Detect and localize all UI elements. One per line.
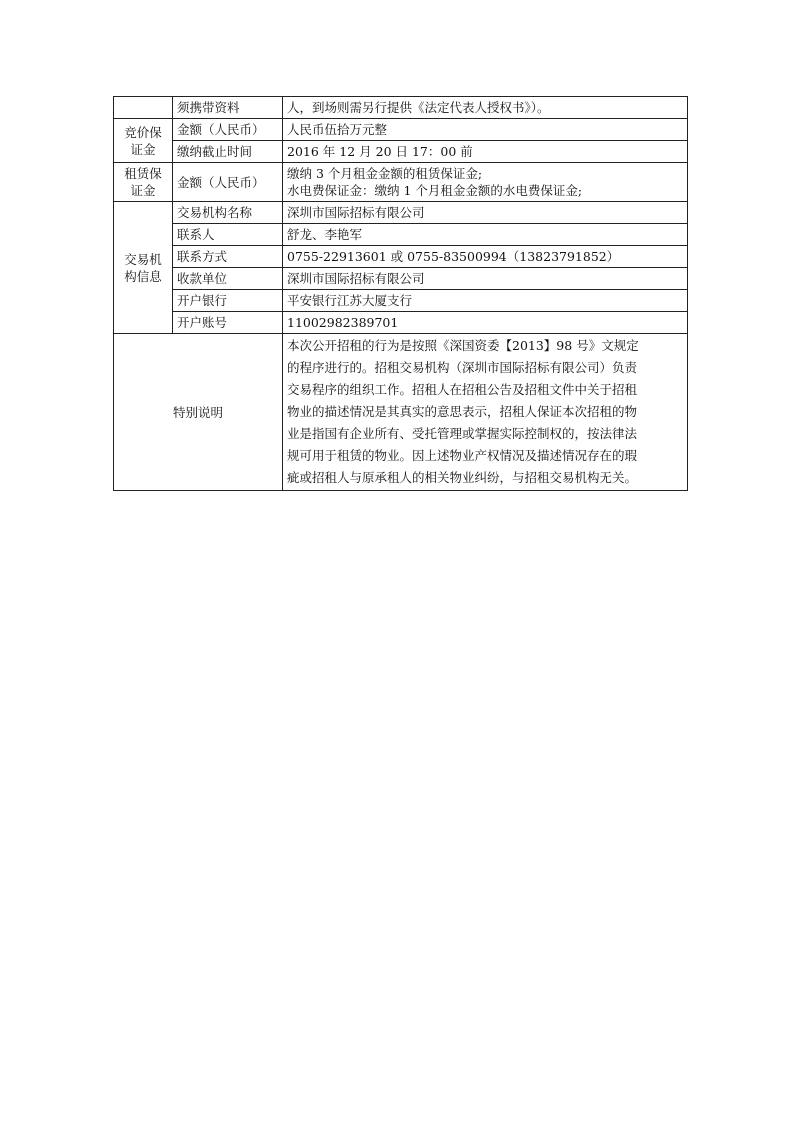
contact-label: 联系人	[173, 224, 283, 246]
lease-deposit-category	[114, 163, 173, 202]
lease-deposit-category-line1: 租赁保	[124, 166, 162, 181]
phone-label: 联系方式	[173, 246, 283, 268]
bid-amount-value: 人民币伍拾万元整	[283, 119, 688, 141]
table-row-bid-deadline	[114, 141, 688, 163]
table-row-bid-amount	[114, 119, 688, 141]
special-text	[283, 334, 688, 491]
table-row-agency-name	[114, 202, 688, 224]
agency-name-value: 深圳市国际招标有限公司	[283, 202, 688, 224]
docs-value: 人，到场则需另行提供《法定代表人授权书》）。	[283, 97, 688, 119]
lease-deposit-category-line2: 证金	[130, 183, 156, 198]
bid-amount-label: 金额（人民币）	[173, 119, 283, 141]
agency-category-line1: 交易机	[124, 251, 162, 267]
phone-value: 0755-22913601 或 0755-83500994（13823791852）	[283, 246, 688, 268]
bank-label: 开户银行	[173, 290, 283, 312]
table-row-payee	[114, 268, 688, 290]
contact-value: 舒龙、李艳军	[283, 224, 688, 246]
table-row-account	[114, 312, 688, 334]
payee-value: 深圳市国际招标有限公司	[283, 268, 688, 290]
table-row-lease-amount	[114, 163, 688, 202]
special-line-4: 物业的描述情况是其真实的意思表示，招租人保证本次招租的物	[287, 404, 638, 419]
lease-amount-line2: 水电费保证金：缴纳 1 个月租金金额的水电费保证金;	[287, 183, 583, 198]
bid-deposit-category	[114, 119, 173, 163]
table-row-docs	[114, 97, 688, 119]
empty-category-cell	[114, 97, 173, 119]
agency-category-line2: 构信息	[124, 268, 162, 284]
special-line-7: 疵或招租人与原承租人的相关物业纠纷，与招租交易机构无关。	[287, 470, 638, 485]
bid-deposit-category-line1: 竞价保	[124, 124, 162, 140]
special-line-6: 规可用于租赁的物业。因上述物业产权情况及描述情况存在的瑕	[287, 448, 638, 463]
special-line-3: 交易程序的组织工作。招租人在招租公告及招租文件中关于招租	[287, 382, 638, 397]
lease-amount-line1: 缴纳 3 个月租金金额的租赁保证金;	[287, 166, 483, 181]
payee-label: 收款单位	[173, 268, 283, 290]
special-line-1: 本次公开招租的行为是按照《深国资委【2013】98 号》文规定	[287, 338, 639, 353]
agency-name-label: 交易机构名称	[173, 202, 283, 224]
special-line-2: 的程序进行的。招租交易机构（深圳市国际招标有限公司）负责	[287, 360, 638, 375]
table-row-bank	[114, 290, 688, 312]
account-label: 开户账号	[173, 312, 283, 334]
docs-label: 须携带资料	[173, 97, 283, 119]
bid-deadline-label: 缴纳截止时间	[173, 141, 283, 163]
agency-category	[114, 202, 173, 334]
bid-deadline-value: 2016 年 12 月 20 日 17：00 前	[283, 141, 688, 163]
lease-amount-label: 金额（人民币）	[173, 163, 283, 202]
table-row-special	[114, 334, 688, 491]
bid-deposit-category-line2: 证金	[130, 141, 156, 157]
special-label: 特别说明	[114, 334, 283, 491]
table-row-phone	[114, 246, 688, 268]
bank-value: 平安银行江苏大厦支行	[283, 290, 688, 312]
lease-info-table	[113, 96, 688, 491]
account-value: 11002982389701	[283, 312, 688, 334]
table-row-contact	[114, 224, 688, 246]
lease-amount-value	[283, 163, 688, 202]
special-line-5: 业是指国有企业所有、受托管理或掌握实际控制权的，按法律法	[287, 426, 638, 441]
